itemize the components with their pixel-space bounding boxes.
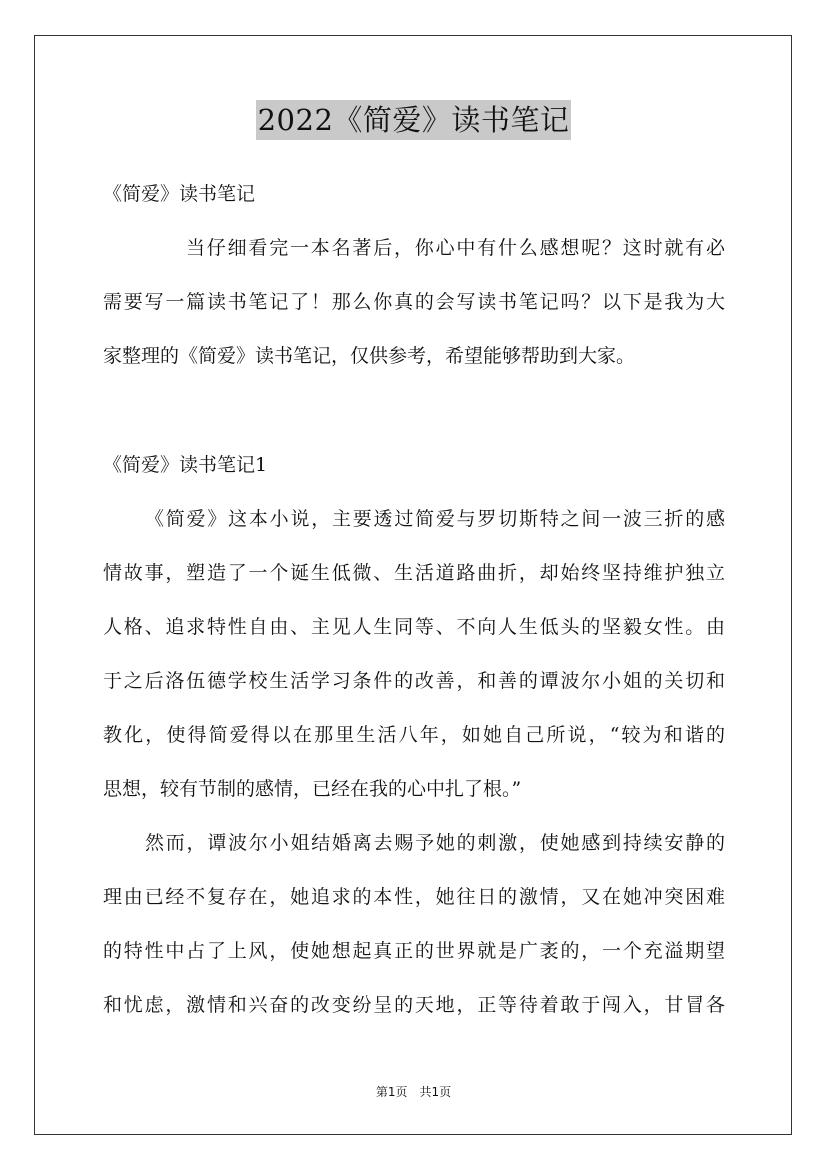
page-footer: [0, 1084, 827, 1100]
intro-paragraph: [103, 221, 725, 383]
paragraph-line: 人格、追求特性自由、主见人生同等、不向人生低头的坚毅女性。由: [103, 616, 725, 638]
paragraph-line: 理由已经不复存在，她追求的本性，她往日的激情，又在她冲突困难: [103, 886, 725, 908]
paragraph-line: 教化，使得简爱得以在那里生活八年，如她自己所说，“较为和谐的: [103, 724, 725, 746]
paragraph-line: 需要写一篇读书笔记了！那么你真的会写读书笔记吗？以下是我为大: [103, 291, 725, 313]
paragraph-line: 情故事，塑造了一个诞生低微、生活道路曲折，却始终坚持维护独立: [103, 562, 725, 584]
paragraph-line: 家整理的《简爱》读书笔记，仅供参考，希望能够帮助到大家。: [103, 345, 636, 367]
paragraph-line: 的特性中占了上风，使她想起真正的世界就是广袤的，一个充溢期望: [103, 940, 725, 962]
section-heading: 《简爱》读书笔记1: [103, 454, 268, 476]
page-number-label: 第1页 共1页: [375, 1085, 452, 1099]
paragraph-line: 当仔细看完一本名著后，你心中有什么感想呢？这时就有必: [186, 237, 725, 259]
body-paragraph: [103, 816, 725, 1032]
paragraph-line: 《简爱》这本小说，主要透过简爱与罗切斯特之间一波三折的感: [145, 508, 725, 530]
paragraph-line: 和忧虑，激情和兴奋的改变纷呈的天地，正等待着敢于闯入，甘冒各: [103, 994, 725, 1016]
paragraph-line: 然而，谭波尔小姐结婚离去赐予她的刺激，使她感到持续安静的: [145, 832, 725, 854]
paragraph-line: 于之后洛伍德学校生活学习条件的改善，和善的谭波尔小姐的关切和: [103, 670, 725, 692]
document-title: 2022《简爱》读书笔记: [256, 100, 572, 140]
body-paragraph: [103, 492, 725, 816]
title-container: [0, 100, 827, 140]
document-subtitle: 《简爱》读书笔记: [103, 183, 256, 205]
paragraph-line: 思想，较有节制的感情，已经在我的心中扎了根。”: [103, 778, 522, 800]
